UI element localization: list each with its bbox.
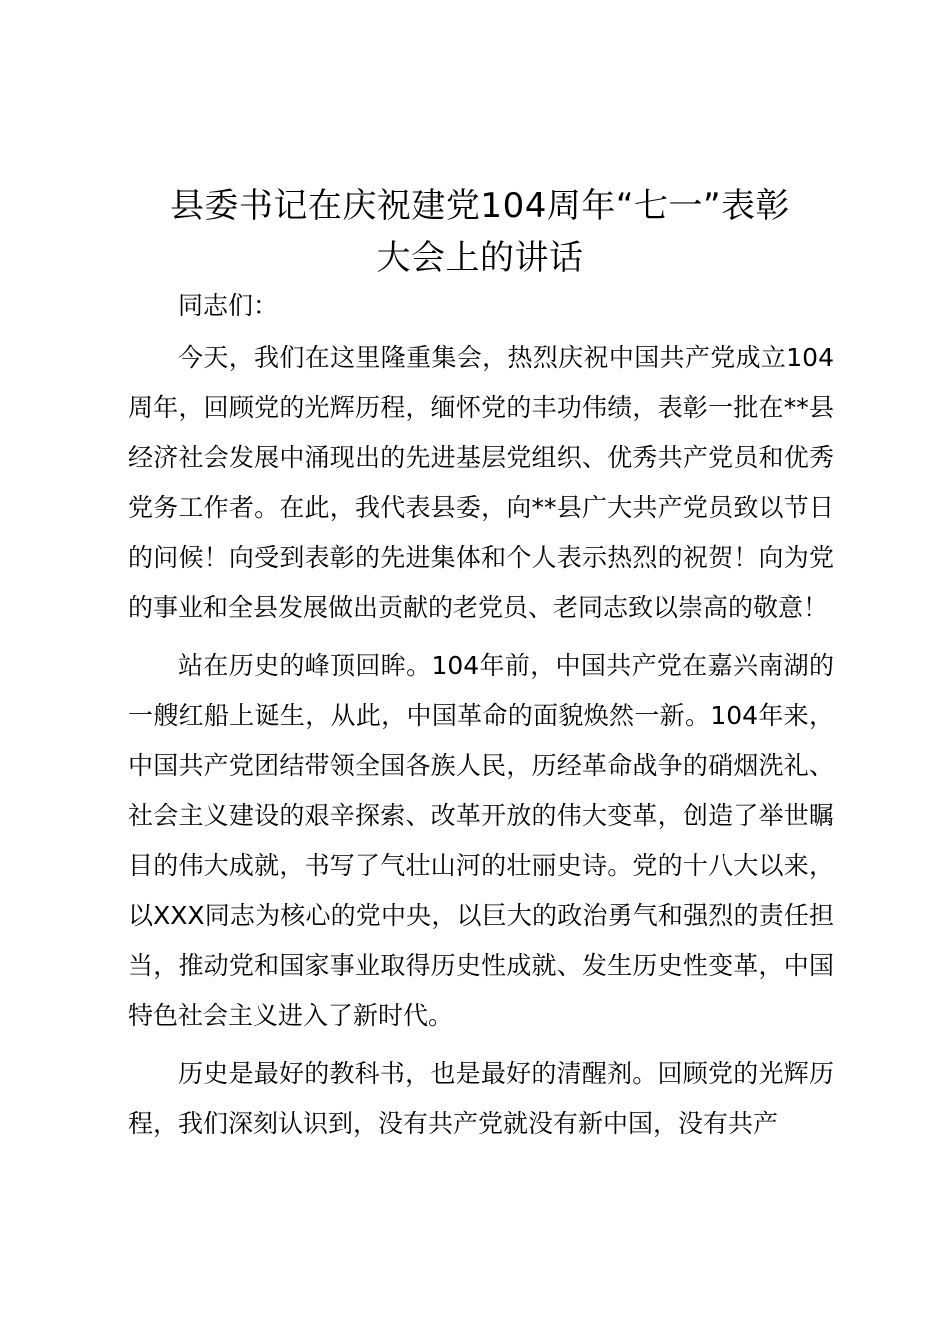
document-body [128,283,834,1149]
document-title [120,180,840,284]
paragraph-1: 今天，我们在这里隆重集会，热烈庆祝中国共产党成立104周年，回顾党的光辉历程，缅怀党的丰功伟绩，表彰一批在**县经济社会发展中涌现出的先进基层党组织、优秀共产党员和优秀党务工作者。在此，我代表县委，向**县广大共产党员致以节日的问候！向受到表彰的先进集体和个人表示热烈的祝贺！向为党的事业和全县发展做出贡献的老党员、老同志致以崇高的敬意！ [128,343,834,622]
title-line-2: 大会上的讲话 [376,238,584,278]
greeting: 同志们： [178,291,279,320]
title-line-1: 县委书记在庆祝建党104周年“七一”表彰 [169,186,791,226]
paragraph-2: 站在历史的峰顶回眸。104年前，中国共产党在嘉兴南湖的一艘红船上诞生，从此，中国革命的面貌焕然一新。104年来，中国共产党团结带领全国各族人民，历经革命战争的硝烟洗礼、社会主义建设的艰辛探索、改革开放的伟大变革，创造了举世瞩目的伟大成就，书写了气壮山河的壮丽史诗。党的十八大以来，以XXX同志为核心的党中央，以巨大的政治勇气和强烈的责任担当，推动党和国家事业取得历史性成就、发生历史性变革，中国特色社会主义进入了新时代。 [128,651,834,1030]
paragraph-3: 历史是最好的教科书，也是最好的清醒剂。回顾党的光辉历程，我们深刻认识到，没有共产党就没有新中国，没有共产 [128,1059,834,1138]
